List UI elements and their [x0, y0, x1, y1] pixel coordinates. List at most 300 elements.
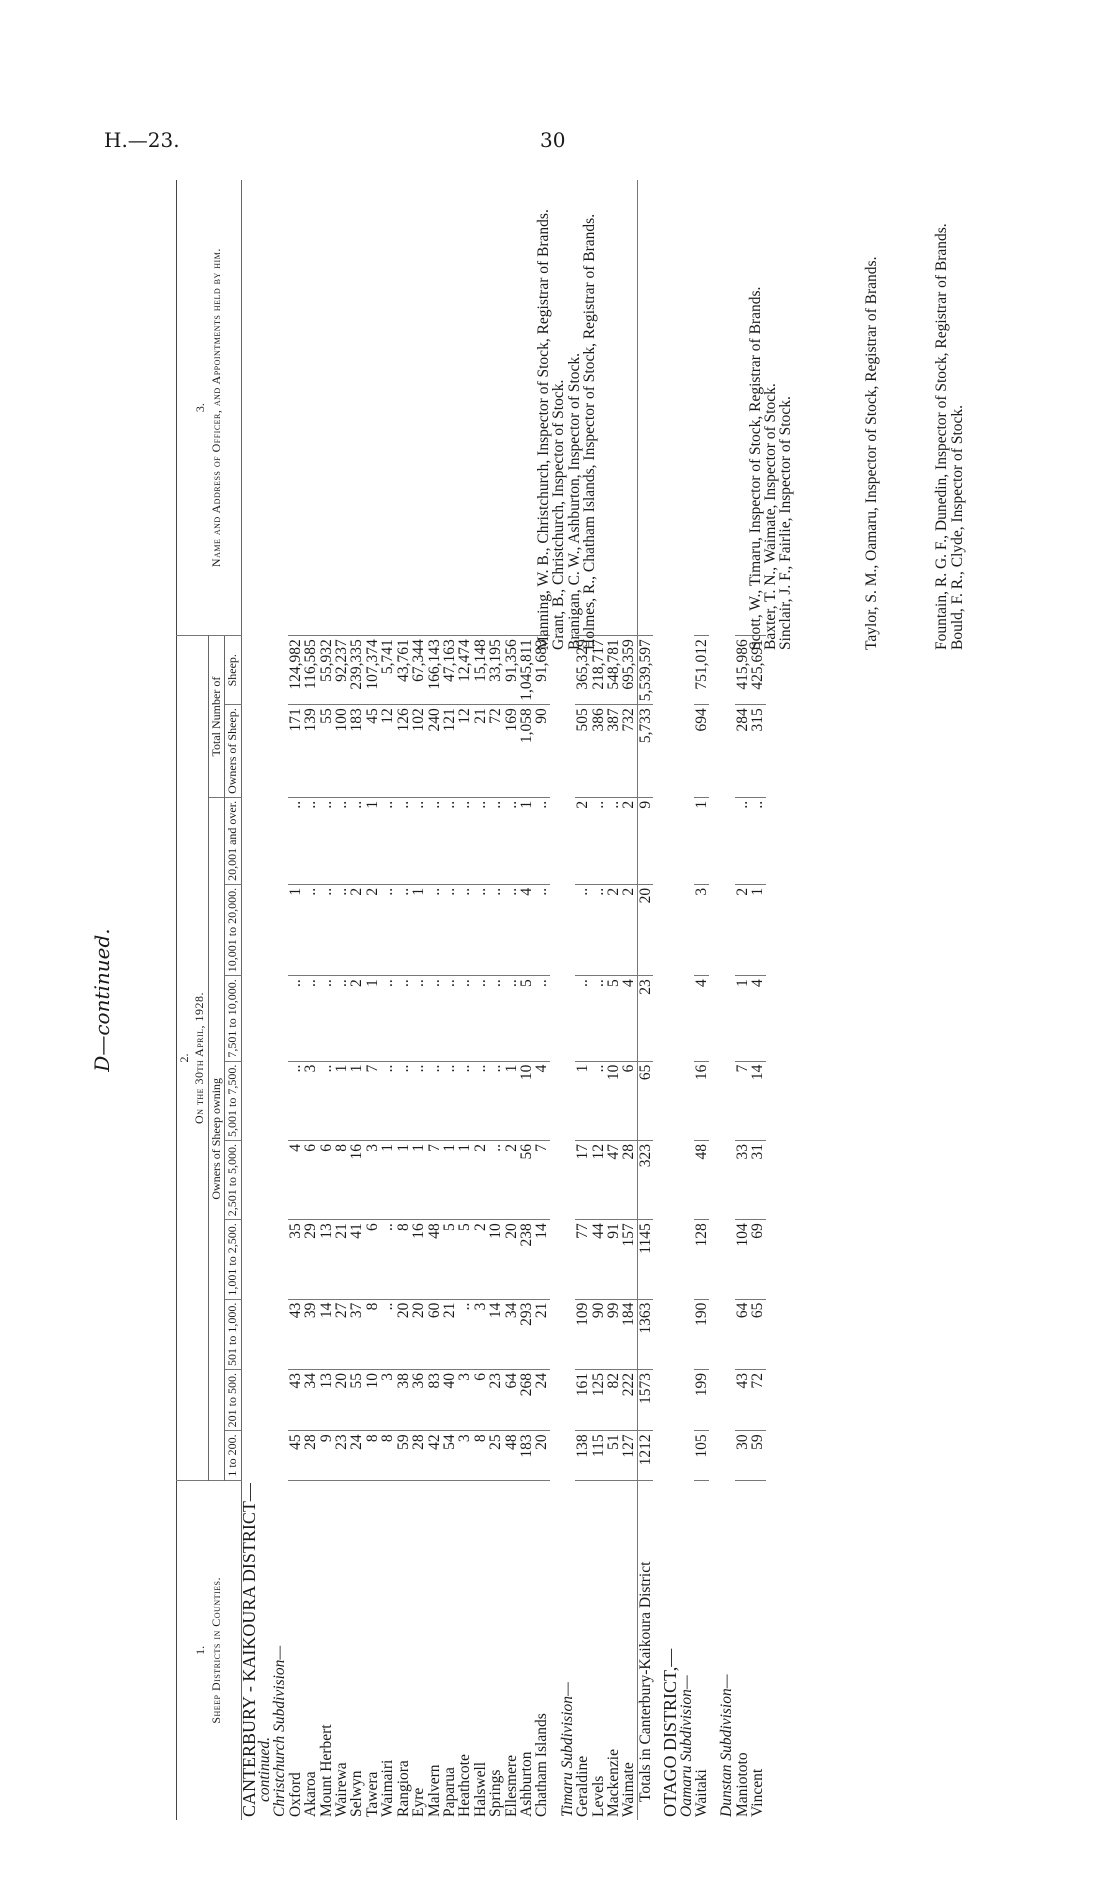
total-sheep-cell: 415,986: [735, 636, 750, 705]
range-header: 20,001 and over.: [225, 797, 241, 884]
owners-count-cell: ..: [396, 1061, 411, 1140]
owners-count-cell: ..: [380, 1299, 395, 1369]
owners-count-cell: 3: [365, 1140, 380, 1219]
owners-count-cell: 99: [606, 1299, 621, 1369]
district-heading: OTAGO DISTRICT,—: [660, 1648, 681, 1817]
table-row: [319, 180, 334, 1820]
table-title: D—continued.: [90, 928, 114, 1072]
officers-block: [416, 180, 965, 650]
owners-count-cell: 20: [396, 1299, 411, 1369]
owners-count-cell: 41: [349, 1220, 364, 1299]
total-owners-cell: 183: [349, 705, 364, 798]
owners-count-cell: ..: [303, 884, 318, 975]
owners-count-cell: 1: [365, 976, 380, 1061]
owners-count-cell: 6: [303, 1140, 318, 1219]
owners-count-cell: 43: [735, 1369, 750, 1430]
total-owners-cell: 12: [380, 705, 395, 798]
total-owners-cell: 90: [534, 705, 549, 798]
owners-count-cell: 2: [349, 884, 364, 975]
table-row: [396, 180, 411, 1820]
owners-count-cell: 1: [442, 1140, 457, 1219]
owners-count-cell: ..: [591, 976, 606, 1061]
owners-count-cell: 24: [534, 1369, 549, 1430]
col1-title: Sheep Districts in Counties.: [208, 1576, 223, 1724]
county-name: Eyre: [410, 1787, 428, 1817]
owners-count-cell: 64: [504, 1369, 519, 1430]
owners-count-cell: 4: [750, 976, 765, 1061]
owners-count-cell: 23: [637, 976, 653, 1061]
owners-count-cell: 1: [750, 884, 765, 975]
owners-count-cell: ..: [473, 797, 488, 884]
owners-count-cell: ..: [411, 1061, 426, 1140]
owners-count-cell: ..: [380, 976, 395, 1061]
officer-cell: [303, 180, 318, 636]
col2-header: [177, 636, 209, 1480]
owners-count-cell: 1: [349, 1061, 364, 1140]
owners-count-cell: 1: [457, 1140, 472, 1219]
owners-count-cell: ..: [411, 976, 426, 1061]
owners-count-cell: 37: [349, 1299, 364, 1369]
owners-count-cell: ..: [319, 1061, 334, 1140]
total-sheep-cell: 33,195: [488, 636, 503, 705]
owners-count-cell: 14: [750, 1061, 765, 1140]
owners-count-cell: 6: [319, 1140, 334, 1219]
subdivision-heading: Christchurch Subdivision—: [271, 1645, 289, 1817]
owners-count-cell: ..: [396, 797, 411, 884]
owners-count-cell: 9: [319, 1431, 334, 1480]
page-number: 30: [540, 128, 566, 152]
owners-count-cell: 38: [396, 1369, 411, 1430]
owners-count-cell: 28: [303, 1431, 318, 1480]
total-sheep-cell: 91,356: [504, 636, 519, 705]
owners-count-cell: 69: [750, 1220, 765, 1299]
owners-count-cell: 82: [606, 1369, 621, 1430]
owners-count-cell: 4: [534, 1061, 549, 1140]
county-name: Wairewa: [333, 1762, 351, 1817]
owners-count-cell: ..: [319, 884, 334, 975]
county-name: Rangiora: [394, 1760, 412, 1817]
owners-count-cell: 27: [334, 1299, 349, 1369]
owners-count-cell: ..: [457, 1061, 472, 1140]
owners-count-cell: ..: [488, 884, 503, 975]
county-name: Akaroa: [302, 1771, 320, 1817]
total-sheep-cell: 1,045,811: [519, 636, 534, 705]
owners-count-cell: ..: [591, 1061, 606, 1140]
owners-count-cell: 12: [591, 1140, 606, 1219]
total-owners-cell: 315: [750, 705, 765, 798]
owners-count-cell: ..: [457, 884, 472, 975]
owners-count-cell: 2: [473, 1140, 488, 1219]
owners-count-cell: 1: [694, 797, 709, 884]
table-sheet: [86, 180, 1046, 1820]
range-header: 10,001 to 20,000.: [225, 884, 241, 975]
owners-count-cell: 2: [621, 797, 637, 884]
total-sheep-cell: 425,691: [750, 636, 765, 705]
owners-count-cell: 1: [504, 1061, 519, 1140]
range-header: 501 to 1,000.: [225, 1299, 241, 1369]
owners-count-cell: ..: [504, 797, 519, 884]
range-header: 5,001 to 7,500.: [225, 1061, 241, 1140]
owners-count-cell: ..: [288, 1061, 303, 1140]
total-owners-cell: 100: [334, 705, 349, 798]
total-owners-cell: 21: [473, 705, 488, 798]
owners-count-cell: 56: [519, 1140, 534, 1219]
total-owners-cell: 139: [303, 705, 318, 798]
owners-count-cell: 5: [457, 1220, 472, 1299]
owners-count-cell: 1: [411, 1140, 426, 1219]
county-name: Geraldine: [574, 1755, 592, 1817]
col1-header: [177, 1480, 242, 1820]
owners-count-cell: ..: [380, 797, 395, 884]
owners-count-cell: ..: [473, 884, 488, 975]
total-sheep-cell: 548,781: [606, 636, 621, 705]
owners-count-cell: ..: [591, 884, 606, 975]
district-heading: CANTERBURY - KAIKOURA DISTRICT—: [238, 1483, 259, 1817]
total-sheep-cell: 107,374: [365, 636, 380, 705]
owners-count-cell: 55: [349, 1369, 364, 1430]
owners-count-cell: 184: [621, 1299, 637, 1369]
officer-entry: Manning, W. B., Christchurch, Inspector of Stock, Registrar of Brands.: [535, 209, 552, 650]
owners-count-cell: 8: [334, 1140, 349, 1219]
owners-count-cell: 20: [504, 1220, 519, 1299]
owners-count-cell: ..: [303, 797, 318, 884]
owners-count-cell: ..: [334, 884, 349, 975]
total-sheep-cell: 55,932: [319, 636, 334, 705]
col3-number: 3.: [193, 403, 208, 413]
county-name: Ellesmere: [502, 1755, 520, 1817]
owners-count-cell: ..: [591, 797, 606, 884]
owners-count-cell: 14: [488, 1299, 503, 1369]
owners-count-cell: 21: [534, 1299, 549, 1369]
officer-entry: Branigan, C. W., Ashburton, Inspector of Stock.: [565, 352, 583, 650]
owners-count-cell: 20: [334, 1369, 349, 1430]
owners-count-cell: ..: [488, 976, 503, 1061]
owners-count-cell: ..: [288, 976, 303, 1061]
owners-count-cell: 1573: [637, 1369, 653, 1430]
owners-count-cell: 34: [303, 1369, 318, 1430]
owners-count-cell: 6: [621, 1061, 637, 1140]
total-sheep-cell: 124,982: [288, 636, 303, 705]
owners-count-cell: ..: [319, 976, 334, 1061]
total-owners-cell: 5,733: [637, 705, 653, 798]
owners-count-cell: 1: [519, 797, 534, 884]
owners-count-cell: 10: [606, 1061, 621, 1140]
owners-count-cell: 21: [334, 1220, 349, 1299]
owners-count-cell: 54: [442, 1431, 457, 1480]
owners-count-cell: ..: [534, 976, 549, 1061]
owners-count-cell: 31: [750, 1140, 765, 1219]
total-owners-cell: 169: [504, 705, 519, 798]
owners-count-cell: 51: [606, 1431, 621, 1480]
range-header: 1 to 200.: [225, 1431, 241, 1480]
owners-count-cell: 8: [396, 1220, 411, 1299]
total-group-header: Total Number of: [208, 636, 224, 798]
owners-count-cell: 138: [575, 1431, 590, 1480]
owners-count-cell: ..: [427, 797, 442, 884]
range-header: 1,001 to 2,500.: [225, 1220, 241, 1299]
owners-count-cell: 1: [411, 884, 426, 975]
owners-count-cell: 161: [575, 1369, 590, 1430]
owners-count-cell: 2: [735, 884, 750, 975]
owners-count-cell: 28: [411, 1431, 426, 1480]
owners-count-cell: ..: [319, 797, 334, 884]
total-owners-cell: 72: [488, 705, 503, 798]
owners-count-cell: 43: [288, 1369, 303, 1430]
owners-count-cell: 25: [488, 1431, 503, 1480]
total-owners-cell: 386: [591, 705, 606, 798]
owners-count-cell: 4: [694, 976, 709, 1061]
owners-count-cell: 1: [334, 1061, 349, 1140]
owners-count-cell: 222: [621, 1369, 637, 1430]
owners-count-cell: ..: [380, 1220, 395, 1299]
subdivision-heading: Oamaru Subdivision—: [677, 1675, 695, 1817]
owners-count-cell: 2: [365, 884, 380, 975]
owners-count-cell: 2: [504, 1140, 519, 1219]
owners-count-cell: ..: [411, 797, 426, 884]
owners-count-cell: 72: [750, 1369, 765, 1430]
col3-header: [177, 180, 242, 636]
owners-count-cell: 4: [288, 1140, 303, 1219]
total-owners-cell: 102: [411, 705, 426, 798]
officer-cell: [319, 180, 334, 636]
owners-count-cell: 293: [519, 1299, 534, 1369]
owners-count-cell: 7: [735, 1061, 750, 1140]
county-name: Waimairi: [379, 1759, 397, 1817]
county-name: Mackenzie: [604, 1749, 622, 1817]
owners-count-cell: 10: [365, 1369, 380, 1430]
owners-count-cell: 59: [750, 1431, 765, 1480]
owners-count-cell: 16: [349, 1140, 364, 1219]
owners-count-cell: 30: [735, 1431, 750, 1480]
owners-count-cell: ..: [303, 976, 318, 1061]
county-name: Malvern: [425, 1764, 443, 1817]
total-sheep-cell: 15,148: [473, 636, 488, 705]
owners-count-cell: ..: [442, 1061, 457, 1140]
owners-count-cell: 65: [750, 1299, 765, 1369]
owners-count-cell: 34: [504, 1299, 519, 1369]
owners-count-cell: 7: [427, 1140, 442, 1219]
total-owners-cell: 694: [694, 705, 709, 798]
owners-count-cell: 33: [735, 1140, 750, 1219]
owners-count-cell: 1: [365, 797, 380, 884]
owners-count-cell: ..: [534, 797, 549, 884]
owners-count-cell: 24: [349, 1431, 364, 1480]
owners-count-cell: 105: [694, 1431, 709, 1480]
total-owners-cell: 45: [365, 705, 380, 798]
owners-count-cell: 183: [519, 1431, 534, 1480]
owners-count-cell: 23: [488, 1369, 503, 1430]
owners-count-cell: ..: [488, 797, 503, 884]
owners-count-cell: 128: [694, 1220, 709, 1299]
owners-count-cell: 3: [694, 884, 709, 975]
total-sheep-cell: 92,237: [334, 636, 349, 705]
continued-label: continued.: [256, 1737, 274, 1802]
owners-count-cell: 14: [534, 1220, 549, 1299]
total-owners-cell: 12: [457, 705, 472, 798]
officer-entry: Scott, W., Timaru, Inspector of Stock, Registrar of Brands.: [746, 286, 764, 650]
officer-cell: [380, 180, 395, 636]
owners-count-cell: ..: [750, 797, 765, 884]
total-owners-cell: 732: [621, 705, 637, 798]
officer-entry: Sinclair, J. F., Fairlie, Inspector of Stock.: [777, 396, 795, 650]
owners-count-cell: ..: [504, 884, 519, 975]
owners-count-cell: 10: [519, 1061, 534, 1140]
county-name: Oxford: [286, 1772, 304, 1817]
total-sheep-cell: 5,741: [380, 636, 395, 705]
sheep-col-header: Sheep.: [225, 636, 241, 705]
owners-count-cell: 1: [396, 1140, 411, 1219]
owners-count-cell: ..: [427, 976, 442, 1061]
owners-col-header: Owners of Sheep.: [225, 705, 241, 798]
owners-count-cell: ..: [575, 884, 590, 975]
county-name: Heathcote: [456, 1754, 474, 1817]
owners-count-cell: 16: [411, 1220, 426, 1299]
owners-count-cell: 2: [473, 1220, 488, 1299]
owners-count-cell: ..: [735, 797, 750, 884]
total-sheep-cell: 5,539,597: [637, 636, 653, 705]
owners-count-cell: 13: [319, 1220, 334, 1299]
owners-count-cell: 5: [519, 976, 534, 1061]
rotated-table-page: [86, 180, 1046, 1820]
total-owners-cell: 284: [735, 705, 750, 798]
owners-count-cell: 109: [575, 1299, 590, 1369]
owners-count-cell: 1: [735, 976, 750, 1061]
owners-count-cell: 13: [319, 1369, 334, 1430]
owners-count-cell: 5: [606, 976, 621, 1061]
total-sheep-cell: 67,344: [411, 636, 426, 705]
owners-count-cell: 199: [694, 1369, 709, 1430]
owners-count-cell: 43: [288, 1299, 303, 1369]
officer-cell: [396, 180, 411, 636]
owners-count-cell: 20: [534, 1431, 549, 1480]
owners-count-cell: 65: [637, 1061, 653, 1140]
county-name: Springs: [487, 1769, 505, 1817]
table-row: [303, 180, 318, 1820]
owners-count-cell: 35: [288, 1220, 303, 1299]
owners-count-cell: 40: [442, 1369, 457, 1430]
officer-entry: Baxter, T. N., Waimate, Inspector of Stock.: [762, 383, 780, 650]
owners-count-cell: 20: [637, 884, 653, 975]
owners-count-cell: 190: [694, 1299, 709, 1369]
owners-count-cell: ..: [575, 976, 590, 1061]
owners-count-cell: ..: [442, 884, 457, 975]
owners-count-cell: ..: [396, 884, 411, 975]
owners-count-cell: 4: [519, 884, 534, 975]
owners-group-header: Owners of Sheep owning: [208, 797, 224, 1480]
col2-title: On the 30th April, 1928.: [192, 991, 207, 1124]
owners-count-cell: ..: [427, 1061, 442, 1140]
owners-count-cell: 238: [519, 1220, 534, 1299]
owners-count-cell: 4: [621, 976, 637, 1061]
owners-count-cell: 2: [349, 976, 364, 1061]
total-sheep-cell: 365,329: [575, 636, 590, 705]
table-row: [365, 180, 380, 1820]
total-sheep-cell: 43,761: [396, 636, 411, 705]
owners-count-cell: ..: [457, 797, 472, 884]
total-owners-cell: 55: [319, 705, 334, 798]
owners-count-cell: 91: [606, 1220, 621, 1299]
owners-count-cell: 2: [575, 797, 590, 884]
owners-count-cell: 125: [591, 1369, 606, 1430]
owners-count-cell: ..: [380, 884, 395, 975]
officer-entry: Bould, F. R., Clyde, Inspector of Stock.: [948, 404, 966, 650]
owners-count-cell: 1212: [637, 1431, 653, 1480]
owners-count-cell: 20: [411, 1299, 426, 1369]
owners-count-cell: ..: [427, 884, 442, 975]
owners-count-cell: 77: [575, 1220, 590, 1299]
owners-count-cell: ..: [488, 1061, 503, 1140]
owners-count-cell: 8: [473, 1431, 488, 1480]
officer-entry: Grant, B., Christchurch, Inspector of Stock.: [550, 379, 568, 650]
owners-count-cell: 3: [380, 1369, 395, 1430]
owners-count-cell: ..: [473, 976, 488, 1061]
owners-count-cell: 1145: [637, 1220, 653, 1299]
owners-count-cell: 9: [637, 797, 653, 884]
owners-count-cell: 1: [575, 1061, 590, 1140]
owners-count-cell: 157: [621, 1220, 637, 1299]
county-name: Vincent: [749, 1768, 767, 1817]
total-owners-cell: 171: [288, 705, 303, 798]
officer-cell: [334, 180, 349, 636]
total-sheep-cell: 239,335: [349, 636, 364, 705]
owners-count-cell: 44: [591, 1220, 606, 1299]
owners-count-cell: 48: [694, 1140, 709, 1219]
owners-count-cell: ..: [288, 797, 303, 884]
owners-count-cell: 23: [334, 1431, 349, 1480]
county-name: Ashburton: [517, 1751, 535, 1817]
county-name: Waitaki: [693, 1769, 710, 1817]
owners-count-cell: ..: [606, 797, 621, 884]
owners-count-cell: 104: [735, 1220, 750, 1299]
owners-count-cell: 39: [303, 1299, 318, 1369]
owners-count-cell: 127: [621, 1431, 637, 1480]
total-sheep-cell: 91,683: [534, 636, 549, 705]
owners-count-cell: 1363: [637, 1299, 653, 1369]
owners-count-cell: ..: [442, 797, 457, 884]
owners-count-cell: 28: [621, 1140, 637, 1219]
col1-number: 1.: [193, 1645, 208, 1655]
county-name: Mount Herbert: [317, 1724, 335, 1817]
subdivision-heading: Dunstan Subdivision—: [718, 1674, 736, 1817]
officer-entry: Taylor, S. M., Oamaru, Inspector of Stock, Registrar of Brands.: [862, 256, 880, 650]
total-sheep-cell: 218,717: [591, 636, 606, 705]
owners-count-cell: 8: [365, 1431, 380, 1480]
owners-count-cell: 3: [457, 1431, 472, 1480]
page-code: H.—23.: [104, 128, 180, 152]
range-header: 201 to 500.: [225, 1369, 241, 1430]
table-row: [334, 180, 349, 1820]
owners-count-cell: 3: [303, 1061, 318, 1140]
table-row: [288, 180, 303, 1820]
total-sheep-cell: 12,474: [457, 636, 472, 705]
owners-count-cell: 36: [411, 1369, 426, 1430]
owners-count-cell: 83: [427, 1369, 442, 1430]
owners-count-cell: 7: [534, 1140, 549, 1219]
total-sheep-cell: 695,359: [621, 636, 637, 705]
total-owners-cell: 240: [427, 705, 442, 798]
owners-count-cell: 48: [504, 1431, 519, 1480]
owners-count-cell: 60: [427, 1299, 442, 1369]
officer-entry: Fountain, R. G. F., Dunedin, Inspector of Stock, Registrar of Brands.: [933, 223, 951, 650]
owners-count-cell: 115: [591, 1431, 606, 1480]
owners-count-cell: ..: [457, 1299, 472, 1369]
owners-count-cell: 1: [380, 1140, 395, 1219]
owners-count-cell: 21: [442, 1299, 457, 1369]
county-name: Paparua: [440, 1767, 458, 1817]
officer-cell: [288, 180, 303, 636]
total-owners-cell: 505: [575, 705, 590, 798]
col2-number: 2.: [177, 1053, 191, 1063]
